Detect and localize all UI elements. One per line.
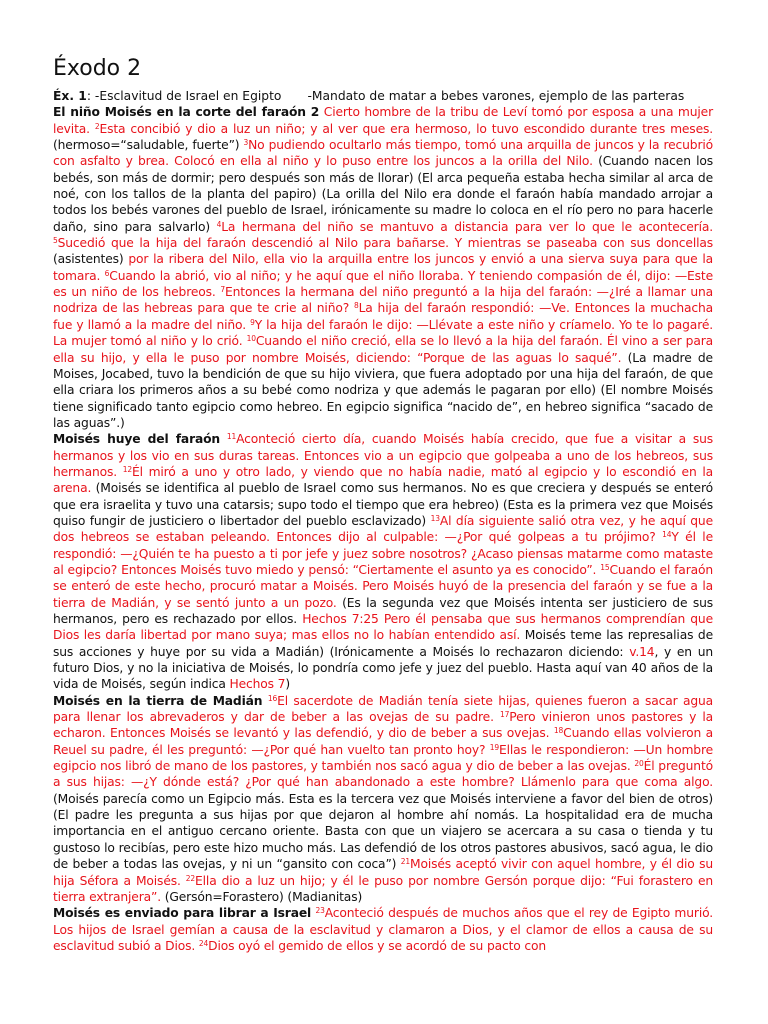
scripture-text: Él miró a uno y otro lado, y viendo que no había nadie, mató al egipcio y lo escondió en la arena. <box>53 464 713 496</box>
scripture-text: La hija del faraón respondió: —Ve. Entonces la muchacha fue y llamó a la madre del niño. <box>53 301 713 332</box>
verse-number: 19 <box>489 742 500 752</box>
commentary-text: (Cuando nacen los bebés, son más de dormir; pero después son más de llorar) (El arca pequeña estaba hecha similar al arca de noé, con los tallos de la planta del papiro) (La orilla del Nilo era donde el faraón había mandado arrojar a todos los bebés varones del pueblo de Israel, irónicamente su madre lo coloca en el río pero no para hacerle daño, sino para salvarlo) <box>53 154 713 234</box>
scripture-text: Él preguntó a sus hijas: —¿Y dónde está? ¿Por qué han abandonado a este hombre? Llámenlo para que coma algo. <box>53 759 713 790</box>
scripture-text: Al día siguiente salió otra vez, y he aquí que dos hebreos se estaban peleando. Entonces dijo al culpable: —¿Por qué golpeas a tu prójimo? <box>53 513 713 545</box>
commentary-text <box>220 432 227 446</box>
scripture-text: Ellas le respondieron: —Un hombre egipcio nos libró de mano de los pastores, y también nos sacó agua y dio de beber a las ovejas. <box>53 742 713 774</box>
scripture-text: Y él le respondió: —¿Quién te ha puesto a ti por jefe y juez sobre nosotros? ¿Acaso piensas matarme como mataste al egipcio? Entonces Moisés tuvo miedo y pensó: “Ciertamente el asunto ya es conocido”. <box>53 530 713 577</box>
section-heading: El niño Moisés en la corte del faraón 2 <box>53 105 320 120</box>
scripture-text: Cuando ellas volvieron a Reuel su padre, él les preguntó: —¿Por qué han vuelto tan pronto hoy? <box>53 726 713 757</box>
scripture-text: Esta concibió y dio a luz un niño; y al ver que era hermoso, lo tuvo escondido durante tres meses. <box>99 121 713 136</box>
section-heading: Moisés es enviado para librar a Israel <box>53 906 312 921</box>
intro-text-2: -Mandato de matar a bebes varones, ejemplo de las parteras <box>307 89 685 103</box>
verse-number: 22 <box>185 873 196 883</box>
scripture-text: El sacerdote de Madián tenía siete hijas, quienes fueron a sacar agua para llenar los abrevaderos y dar de beber a las ovejas de su padre. <box>53 693 714 725</box>
verse-number: 7 <box>220 285 226 295</box>
document-page <box>53 52 713 954</box>
section-paragraph <box>53 431 713 693</box>
scripture-text: Hechos 7 <box>229 677 286 692</box>
scripture-text: Cierto hombre de la tribu de Leví tomó por esposa a una mujer levita. <box>53 105 713 136</box>
section-paragraph <box>53 104 713 431</box>
verse-number: 17 <box>500 710 510 720</box>
scripture-text: Cuando la abrió, vio al niño; y he aquí que el niño lloraba. Y teniendo compasión de él, dijo: —Este es un niño de los hebreos. <box>53 268 713 300</box>
scripture-text: Ella dio a luz un hijo; y él le puso por nombre Gersón porque dijo: “Fui forastero en tierra extranjera”. <box>53 873 714 904</box>
verse-number: 3 <box>243 138 249 148</box>
scripture-text: por la ribera del Nilo, ella vio la arquilla entre los juncos y envió a una sierva suya para que la tomara. <box>53 252 714 283</box>
commentary-text: (Es la segunda vez que Moisés intenta ser justiciero de sus hermanos, pero es rechazado por ellos. <box>53 595 713 626</box>
commentary-text: (Gersón=Forastero) (Madianitas) <box>160 889 363 904</box>
scripture-text: Aconteció después de muchos años que el rey de Egipto murió. Los hijos de Israel gemían a causa de la esclavitud y clamaron a Dios, y el clamor de ellos a causa de su esclavitud subió a Dios. <box>53 906 713 953</box>
scripture-text: Y la hija del faraón le dijo: —Llévate a este niño y críamelo. Yo te lo pagaré. La mujer tomó al niño y lo crió. <box>53 317 714 349</box>
section-paragraph <box>53 905 713 954</box>
verse-number: 15 <box>600 562 610 572</box>
commentary-text: , y en un futuro Dios, y no la iniciativa de Moisés, lo pondría como jefe y juez del pueblo. Hasta aquí van 40 años de la vida de Moisés, según indica <box>53 644 714 692</box>
section-paragraph <box>53 693 713 905</box>
commentary-text: (asistentes) <box>53 252 129 267</box>
verse-number: 12 <box>122 464 132 474</box>
commentary-text: ) <box>285 677 291 692</box>
verse-number: 9 <box>250 317 255 327</box>
scripture-text: Entonces la hermana del niño preguntó a la hija del faraón: —¿Iré a llamar una nodriza de las hebreas para que te crie al niño? <box>53 285 714 316</box>
commentary-text: (Moisés parecía como un Egipcio más. Esta es la tercera vez que Moisés interviene a favor del bien de otros) (El padre les pregunta a sus hijas por que dejaron al hombre ahí nomás. La hospitalidad era de mucha importancia en el antiguo cercano oriente. Basta con que un viajero se acercara a su casa o tienda y tu gustoso lo recibías, pero este hizo mucho más. Las defendió de los otros pastores abusivos, sacó agua, le dio de beber a todas las ovejas, y ni un “gansito con coca”) <box>53 791 713 872</box>
verse-number: 24 <box>198 938 209 948</box>
scripture-text: Pero vinieron unos pastores y la echaron. Entonces Moisés se levantó y las defendió, y dio de beber a sus ovejas. <box>53 710 714 741</box>
intro-text-1: : -Esclavitud de Israel en Egipto <box>86 89 282 103</box>
scripture-text: Hechos 7:25 Pero él pensaba que sus hermanos comprendían que Dios les daría libertad por mano suya; mas ellos no lo habían entendido así. <box>53 612 713 643</box>
section-heading: Moisés huye del faraón <box>53 432 221 447</box>
commentary-text: (hermoso=“saludable, fuerte”) <box>53 138 244 153</box>
commentary-text: (La madre de Moises, Jocabed, tuvo la bendición de que su hijo viviera, que fuera adoptado por una hija del faraón, de que ella criara los primeros años a su bebé como nodriza y que además le pagaran por ello) (El nombre Moisés tiene significado tanto egipcio como hebreo. En egipcio significa “nacido de”, en hebreo significa “sacado de las aguas”.) <box>53 350 713 430</box>
verse-number: 2 <box>94 121 100 131</box>
verse-number: 14 <box>662 530 672 540</box>
page-title: Éxodo 2 <box>53 56 142 81</box>
commentary-text: (Moisés se identifica al pueblo de Israel como sus hermanos. No es que creciera y después se enteró que era israelita y tuvo una catarsis; supo todo el tiempo que era hebreo) (Esta es la primera vez que Moisés quiso fungir de justiciero o libertador del pueblo esclavizado) <box>53 481 713 528</box>
verse-number: 18 <box>553 726 564 736</box>
verse-number: 16 <box>267 693 278 703</box>
section-heading: Moisés en la tierra de Madián <box>53 693 263 708</box>
verse-number: 21 <box>400 857 410 867</box>
scripture-text: Moisés aceptó vivir con aquel hombre, y él dio su hija Séfora a Moisés. <box>53 857 713 888</box>
intro-line <box>53 88 713 104</box>
scripture-text: No pudiendo ocultarlo más tiempo, tomó una arquilla de juncos y la recubrió con asfalto y brea. Colocó en ella al niño y lo puso entre los juncos a la orilla del Nilo. <box>53 138 713 169</box>
verse-number: 13 <box>430 513 440 523</box>
intro-label: Éx. 1 <box>53 89 87 103</box>
verse-number: 5 <box>53 236 58 246</box>
commentary-text: Moisés teme las represalias de sus acciones y huye por su vida a Madián) (Irónicamente a Moisés lo rechazaron diciendo: <box>53 628 713 659</box>
verse-number: 8 <box>353 301 359 311</box>
verse-number: 11 <box>226 432 237 442</box>
verse-number: 4 <box>216 219 222 229</box>
sections-container <box>53 104 713 954</box>
scripture-text: Aconteció cierto día, cuando Moisés había crecido, que fue a visitar a sus hermanos y los vio en sus duras tareas. Entonces vio a un egipcio que golpeaba a uno de los hebreos, sus hermanos. <box>53 432 713 479</box>
scripture-text: v.14 <box>629 644 655 659</box>
scripture-text: Cuando el niño creció, ella se lo llevó a la hija del faraón. Él vino a ser para ella su hijo, y ella le puso por nombre Moisés, diciendo: “Porque de las aguas lo saqué”. <box>53 334 714 365</box>
verse-number: 10 <box>246 334 256 344</box>
scripture-text: Cuando el faraón se enteró de este hecho, procuró matar a Moisés. Pero Moisés huyó de la presencia del faraón y se fue a la tierra de Madián, y se sentó junto a un pozo. <box>53 562 713 610</box>
verse-number: 23 <box>315 906 325 916</box>
scripture-text: La hermana del niño se mantuvo a distancia para ver lo que le acontecería. <box>221 219 713 234</box>
verse-number: 6 <box>104 268 110 278</box>
verse-number: 20 <box>634 759 644 769</box>
scripture-text: Sucedió que la hija del faraón descendió al Nilo para bañarse. Y mientras se paseaba con sus doncellas <box>57 236 713 251</box>
scripture-text: Dios oyó el gemido de ellos y se acordó de su pacto con <box>208 938 547 953</box>
